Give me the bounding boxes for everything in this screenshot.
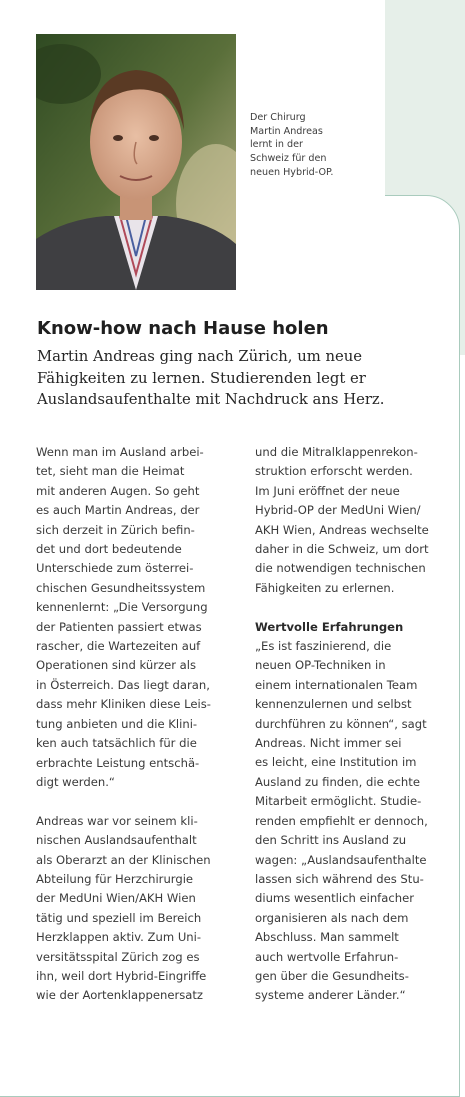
caption-line: lernt in der: [250, 139, 303, 151]
paragraph: [255, 637, 455, 1006]
text-line: kennenzulernen und selbst: [255, 697, 412, 712]
text-line: Abschluss. Man sammelt: [255, 930, 399, 945]
text-line: det und dort bedeutende: [36, 542, 182, 557]
text-line: der MedUni Wien/AKH Wien: [36, 891, 196, 906]
article-subheadline: [37, 346, 452, 411]
text-line: einem internationalen Team: [255, 677, 418, 692]
text-line: als Oberarzt an der Klinischen: [36, 852, 211, 867]
text-line: Mitarbeit ermöglicht. Studie-: [255, 794, 422, 809]
text-line: chischen Gesundheitssystem: [36, 580, 206, 595]
subheadline-line: Auslandsaufenthalte mit Nachdruck ans Herz.: [37, 391, 385, 408]
paragraph: [36, 443, 241, 792]
text-line: systeme anderer Länder.“: [255, 988, 406, 1003]
portrait-photo: [36, 34, 236, 290]
text-line: diums wesentlich einfacher: [255, 891, 414, 906]
text-line: renden empfiehlt er dennoch,: [255, 813, 428, 828]
text-line: wie der Aortenklappenersatz: [36, 988, 203, 1003]
photo-caption: [250, 111, 375, 180]
text-line: Ausland zu finden, die echte: [255, 774, 420, 789]
text-line: organisieren als nach dem: [255, 910, 409, 925]
text-line: ken auch tatsächlich für die: [36, 736, 197, 751]
text-line: die notwendigen technischen: [255, 561, 426, 576]
text-line: sich derzeit in Zürich befin-: [36, 522, 195, 537]
text-line: Abteilung für Herzchirurgie: [36, 871, 194, 886]
text-line: kennenlernt: „Die Versorgung: [36, 600, 208, 615]
text-line: struktion erforscht werden.: [255, 464, 413, 479]
text-line: dass mehr Kliniken diese Leis-: [36, 697, 211, 712]
text-line: und die Mitralklappenrekon-: [255, 445, 418, 459]
text-line: Im Juni eröffnet der neue: [255, 483, 400, 498]
body-column-right: [255, 443, 455, 1006]
text-line: Operationen sind kürzer als: [36, 658, 197, 673]
caption-line: Der Chirurg: [250, 112, 306, 123]
text-line: Herzklappen aktiv. Zum Uni-: [36, 930, 202, 945]
text-line: tet, sieht man die Heimat: [36, 464, 185, 479]
body-column-left: [36, 443, 241, 1006]
caption-line: neuen Hybrid-OP.: [250, 166, 334, 178]
portrait-illustration: [36, 34, 236, 290]
text-line: mit anderen Augen. So geht: [36, 483, 200, 498]
section-subheading: Wertvolle Erfahrungen: [255, 619, 404, 634]
text-line: Wenn man im Ausland arbei-: [36, 445, 204, 459]
text-line: der Patienten passiert etwas: [36, 619, 202, 634]
subheadline-line: Fähigkeiten zu lernen. Studierenden legt er: [37, 369, 366, 387]
paragraph: [36, 812, 241, 1006]
paragraph: [255, 443, 455, 598]
text-line: daher in die Schweiz, um dort: [255, 542, 429, 557]
text-line: ihn, weil dort Hybrid-Eingriffe: [36, 968, 207, 983]
text-line: wagen: „Auslandsaufenthalte: [255, 852, 427, 867]
text-line: Andreas war vor seinem kli-: [36, 813, 198, 828]
text-line: Fähigkeiten zu erlernen.: [255, 580, 395, 595]
text-line: durchführen zu können“, sagt: [255, 716, 427, 731]
text-line: erbrachte Leistung entschä-: [36, 755, 200, 770]
text-line: Andreas. Nicht immer sei: [255, 736, 402, 751]
text-line: tätig und speziell im Bereich: [36, 910, 202, 925]
text-line: nischen Auslandsaufenthalt: [36, 833, 197, 848]
paragraph-gap: [255, 598, 455, 617]
text-line: in Österreich. Das liegt daran,: [36, 677, 210, 692]
text-line: digt werden.“: [36, 774, 115, 789]
text-line: den Schritt ins Ausland zu: [255, 833, 407, 848]
text-line: lassen sich während des Stu-: [255, 871, 424, 886]
paragraph-gap: [36, 792, 241, 811]
text-line: Hybrid-OP der MedUni Wien/: [255, 503, 421, 518]
text-line: auch wertvolle Erfahrun-: [255, 949, 399, 964]
text-line: es auch Martin Andreas, der: [36, 503, 200, 518]
caption-line: Schweiz für den: [250, 153, 327, 165]
text-line: rascher, die Wartezeiten auf: [36, 639, 201, 654]
text-line: es leicht, eine Institution im: [255, 755, 417, 770]
text-line: versitätsspital Zürich zog es: [36, 949, 200, 964]
text-line: Unterschiede zum österrei-: [36, 561, 194, 576]
text-line: „Es ist faszinierend, die: [255, 639, 392, 654]
text-line: neuen OP-Techniken in: [255, 658, 386, 673]
article-headline: Know-how nach Hause holen: [37, 318, 329, 339]
text-line: AKH Wien, Andreas wechselte: [255, 522, 429, 537]
text-line: gen über die Gesundheits-: [255, 968, 409, 983]
subheadline-line: Martin Andreas ging nach Zürich, um neue: [37, 348, 363, 365]
text-line: tung anbieten und die Klini-: [36, 716, 198, 731]
caption-line: Martin Andreas: [250, 125, 323, 137]
